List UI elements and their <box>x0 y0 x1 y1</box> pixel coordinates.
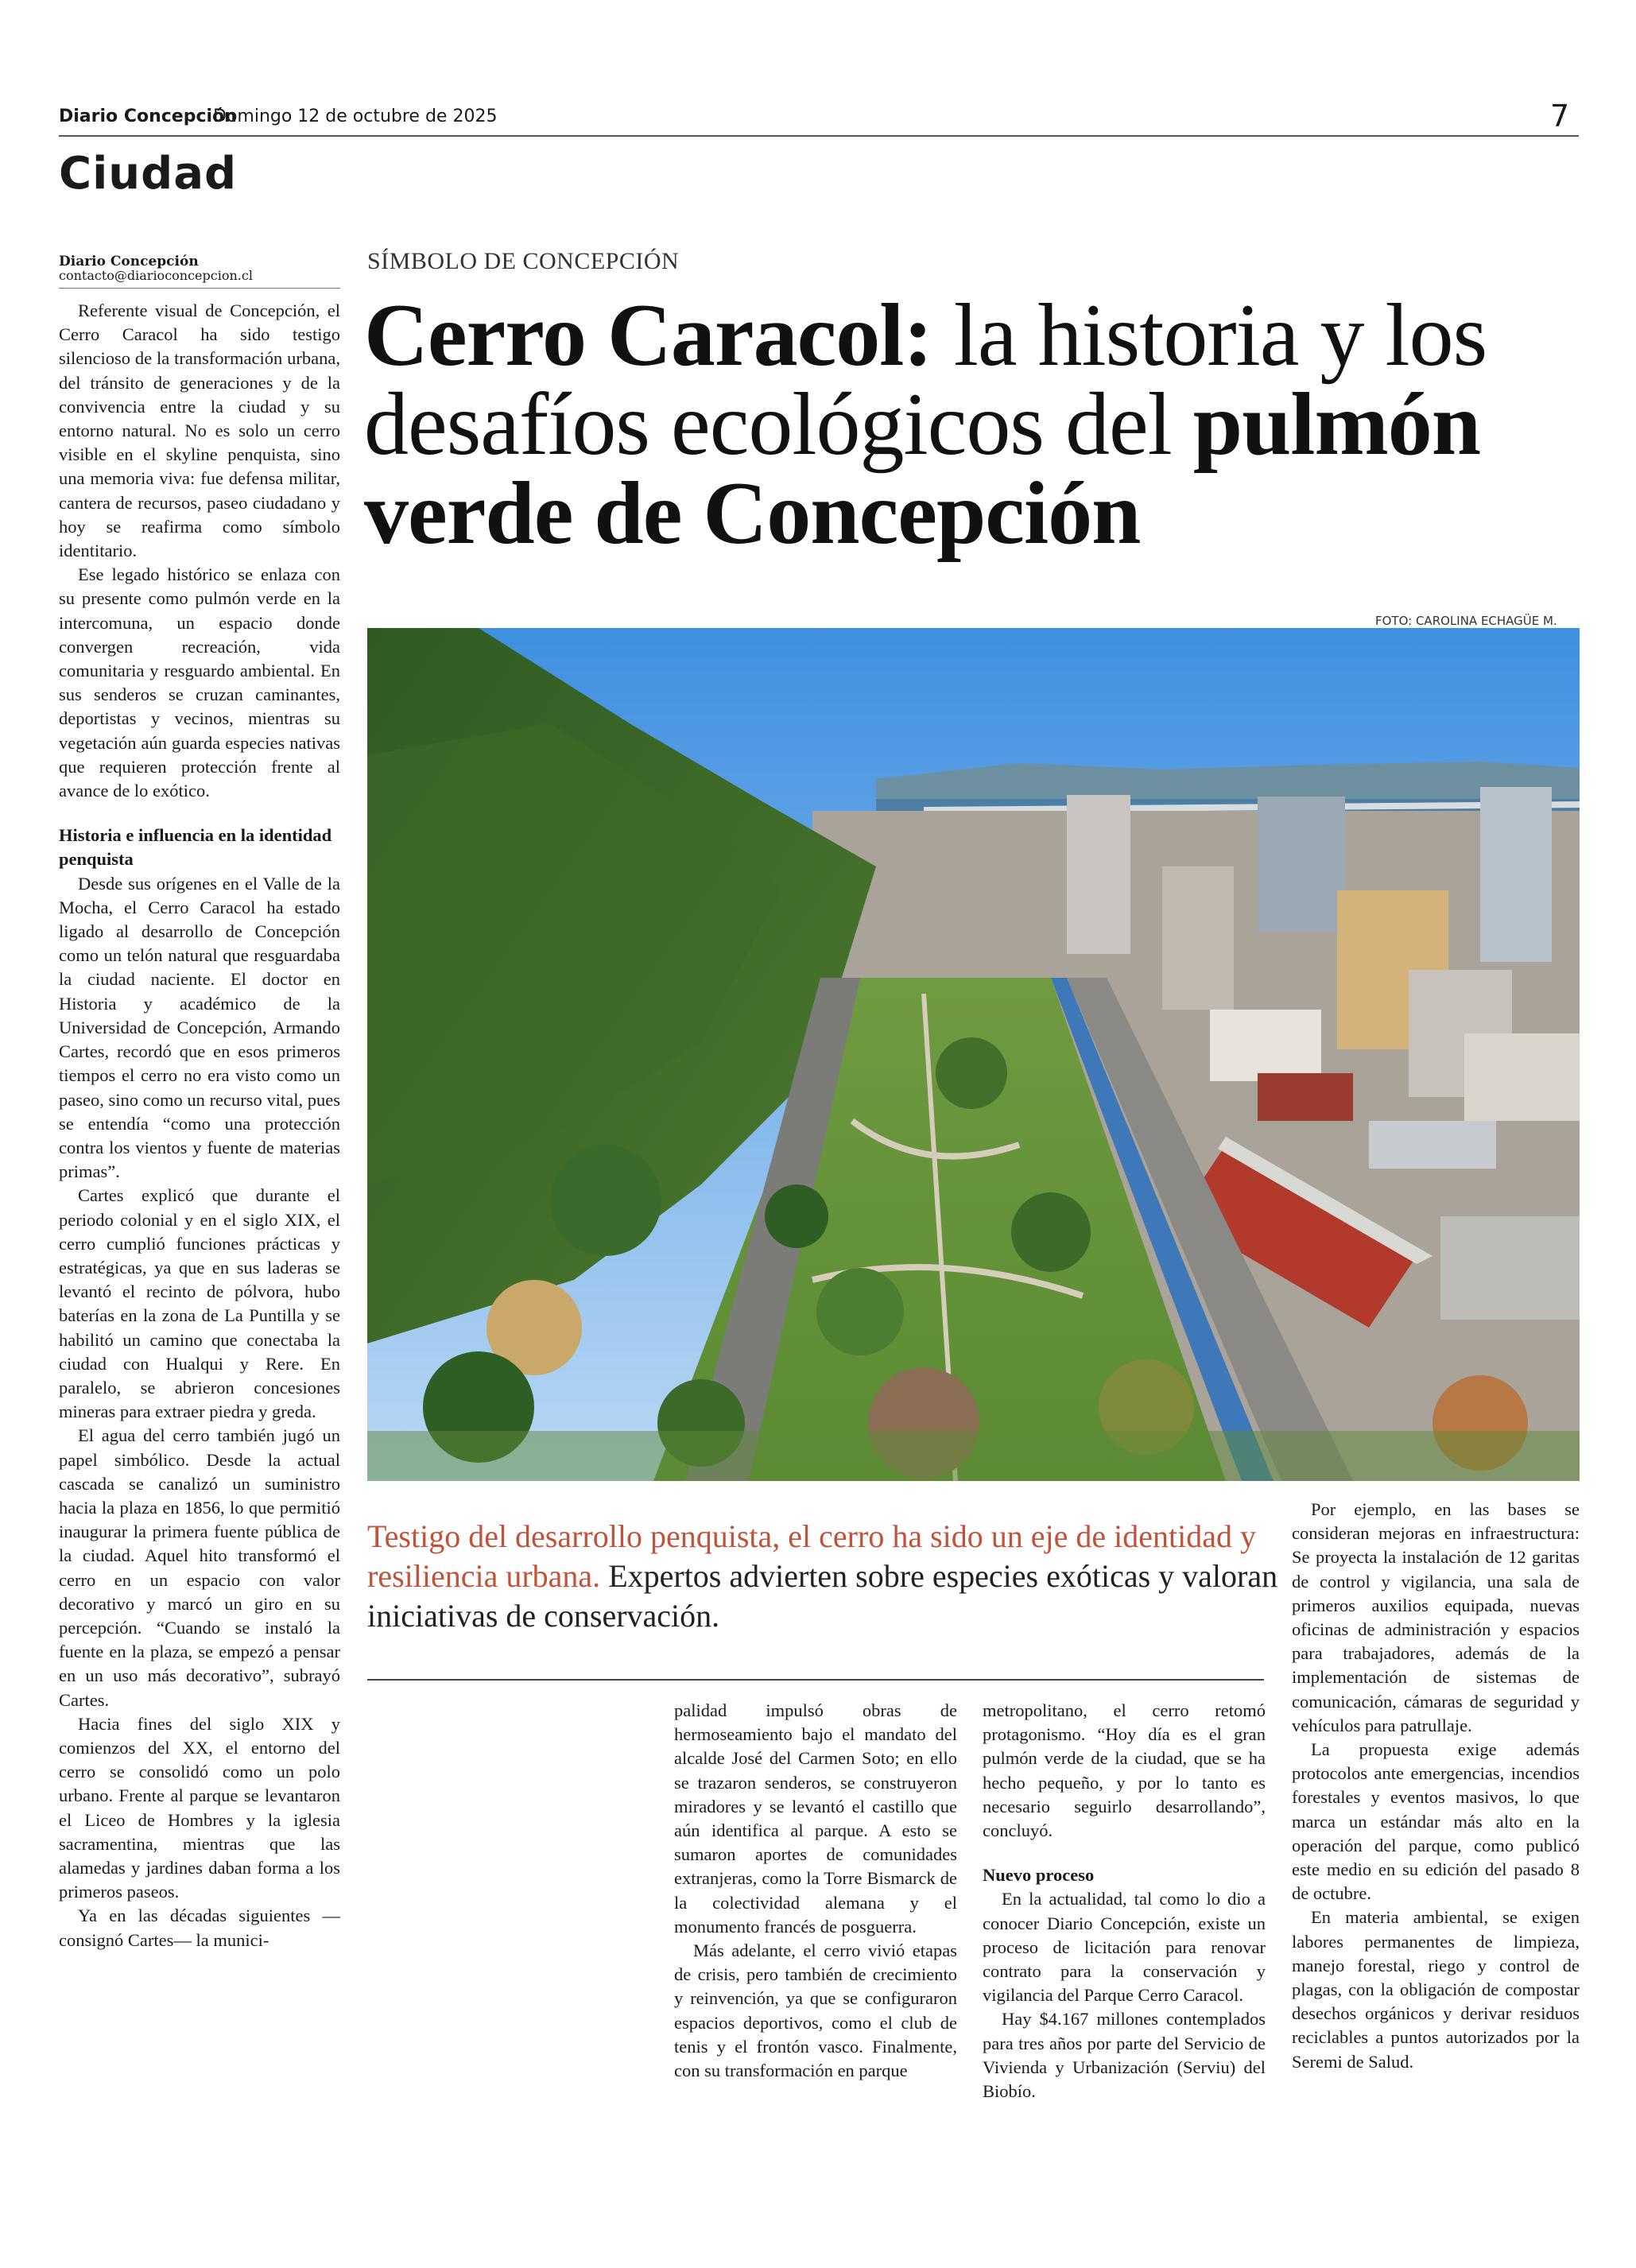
photo-credit: FOTO: CAROLINA ECHAGÜE M. <box>1375 614 1557 628</box>
issue-date: Domingo 12 de octubre de 2025 <box>213 107 498 126</box>
paragraph: Más adelante, el cerro vivió etapas de crisis, pero también de crecimiento y reinvención, ya que se configuraron espacios deportivos, como el club de tenis y el frontón vasco. Finalmente, con su transformación en parque <box>674 1940 957 2081</box>
paragraph: Por ejemplo, en las bases se consideran mejoras en infraestructura: Se proyecta la instalación de 12 garitas de control y vigilancia, una sala de primeros auxilios equipada, nuevas oficinas de administración y espacios para trabajadores, además de la implementación de sistemas de comunicación, cámaras de seguridad y vehículos para patrullaje. <box>1292 1499 1580 1735</box>
article-column-2 <box>674 1699 957 2083</box>
newspaper-name: Diario Concepción <box>59 107 237 126</box>
paragraph: La propuesta exige además protocolos ante emergencias, incendios forestales y eventos masivos, lo que marca un estándar más alto en la operación del parque, como publicó este medio en su edición del pasado 8 de octubre. <box>1292 1739 1580 1904</box>
paragraph: Referente visual de Concepción, el Cerro Caracol ha sido testigo silencioso de la transformación urbana, del tránsito de generaciones y de la convivencia entre la ciudad y su entorno natural. No es solo un cerro visible en el skyline penquista, sino una memoria viva: fue defensa militar, cantera de recursos, paseo ciudadano y hoy se reafirma como símbolo identitario. <box>59 300 340 561</box>
paragraph: Ya en las décadas siguientes —consignó Cartes— la munici- <box>59 1906 340 1950</box>
paragraph: Ese legado histórico se enlaza con su presente como pulmón verde en la intercomuna, un espacio donde convergen recreación, vida comunitaria y resguardo ambiental. En sus senderos se cruzan caminantes, deportistas y vecinos, mientras su vegetación aún guarda especies nativas que requieren protección frente al avance de lo exótico. <box>59 564 340 801</box>
paragraph: palidad impulsó obras de hermoseamiento bajo el mandato del alcalde José del Carmen Soto; en ello se trazaron senderos, se construyeron miradores y se levantó el castillo que aún identifica al parque. A esto se sumaron aportes de comunidades extranjeras, como la Torre Bismarck de la colectividad alemana y el monumento francés de posguerra. <box>674 1700 957 1937</box>
headline-bold-lead: Cerro Caracol: <box>364 286 932 385</box>
byline-divider <box>59 288 340 289</box>
header-divider <box>59 135 1579 137</box>
headline-light: la historia y los desafíos ecológicos del <box>364 286 1487 474</box>
subheading: Nuevo proceso <box>983 1865 1095 1886</box>
deck-highlight: Testigo del desarrollo penquista, el cerro ha sido un eje de identidad y resiliencia urbana. <box>367 1518 1256 1594</box>
paragraph: Desde sus orígenes en el Valle de la Mocha, el Cerro Caracol ha estado ligado al desarrollo de Concepción como un telón natural que resguardaba la ciudad naciente. El doctor en Historia y académico de la Universidad de Concepción, Armando Cartes, recordó que en esos primeros tiempos el cerro no era visto como un paseo, sino como un recurso vital, pues se entendía “como una protección contra los vientos y fuente de materias primas”. <box>59 873 340 1182</box>
page-number: 7 <box>1550 99 1570 134</box>
headline <box>364 286 1588 563</box>
paragraph: En materia ambiental, se exigen labores permanentes de limpieza, manejo forestal, riego y control de plagas, con la obligación de compostar desechos orgánicos y derivar residuos reciclables a puntos autorizados por la Seremi de Salud. <box>1292 1907 1580 2072</box>
byline <box>59 254 340 283</box>
paragraph: En la actualidad, tal como lo dio a conocer Diario Concepción, existe un proceso de licitación para renovar contrato para la conservación y vigilancia del Parque Cerro Caracol. <box>983 1889 1266 2006</box>
article-column-4 <box>1292 1498 1580 2074</box>
paragraph: Hay $4.167 millones contemplados para tres años por parte del Servicio de Vivienda y Urbanización (Serviu) del Biobío. <box>983 2009 1266 2102</box>
paragraph: metropolitano, el cerro retomó protagonismo. “Hoy día es el gran pulmón verde de la ciudad, que se ha hecho pequeño, y por lo tanto es necesario seguirlo desarrollando”, concluyó. <box>983 1700 1266 1841</box>
byline-email: contacto@diarioconcepcion.cl <box>59 268 253 283</box>
byline-name: Diario Concepción <box>59 254 199 269</box>
article-column-1 <box>59 299 340 1952</box>
deck <box>367 1517 1281 1636</box>
section-title: Ciudad <box>59 148 238 200</box>
headline-bold-tail: pulmón verde de Concepción <box>364 375 1481 563</box>
aerial-photo <box>367 628 1580 1481</box>
paragraph: El agua del cerro también jugó un papel simbólico. Desde la actual cascada se canalizó un suministro hacia la plaza en 1856, lo que permitió inaugurar la primera fuente pública de la ciudad. Aquel hito transformó el cerro en un espacio con valor decorativo y marcó un giro en su percepción. “Cuando se instaló la fuente en la plaza, se empezó a pensar en un uso más decorativo”, subrayó Cartes. <box>59 1425 340 1710</box>
paragraph: Hacia fines del siglo XIX y comienzos del XX, el entorno del cerro se consolidó como un polo urbano. Frente al parque se levantaron el Liceo de Hombres y la iglesia sacramentina, mientras que las alamedas y jardines daban forma a los primeros paseos. <box>59 1713 340 1902</box>
kicker: SÍMBOLO DE CONCEPCIÓN <box>367 248 680 274</box>
deck-divider <box>367 1679 1264 1681</box>
deck-text: Expertos advierten sobre especies exóticas y valoran iniciativas de conservación. <box>367 1558 1278 1634</box>
paragraph: Cartes explicó que durante el periodo colonial y en el siglo XIX, el cerro cumplió funciones prácticas y estratégicas, ya que en sus laderas se levantó el recinto de pólvora, hubo baterías en la zona de La Puntilla y se habilitó un camino que conectaba la ciudad con Hualqui y Rere. En paralelo, se abrieron concesiones mineras para extraer piedra y greda. <box>59 1185 340 1422</box>
subheading: Historia e influencia en la identidad penquista <box>59 825 332 870</box>
article-column-3 <box>983 1699 1266 2103</box>
